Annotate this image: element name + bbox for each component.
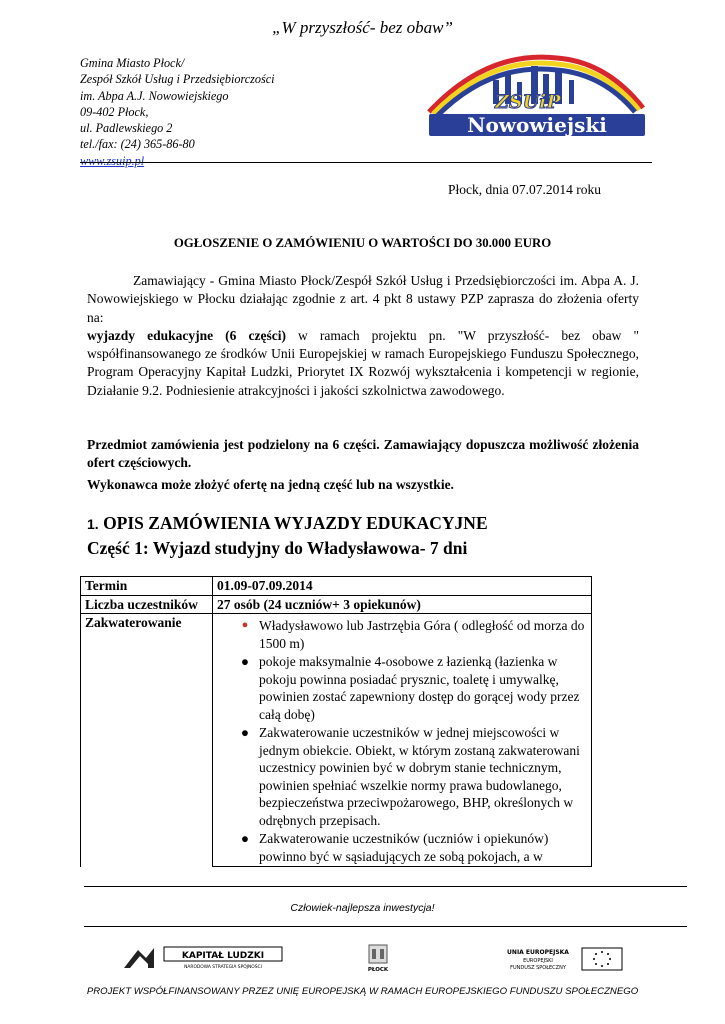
- header-motto: „W przyszłość- bez obaw”: [272, 18, 453, 37]
- list-item: [217, 653, 587, 723]
- list-item: [217, 830, 587, 865]
- students-label: Liczba uczestników: [81, 595, 213, 614]
- section-title: OPIS ZAMÓWIENIA WYJAZDY EDUKACYJNE: [103, 513, 488, 533]
- address-line: Gmina Miasto Płock/: [80, 56, 185, 70]
- section-heading: [87, 513, 488, 534]
- plock-crest-logo: [363, 943, 393, 973]
- table-row: [81, 595, 592, 614]
- list-item: [217, 617, 587, 652]
- school-logo: [427, 52, 649, 138]
- kl-logo-text: KAPITAŁ LUDZKI: [181, 951, 265, 961]
- bullet-icon: ●: [240, 654, 250, 669]
- ue-logo-text: UNIA EUROPEJSKA: [507, 949, 569, 956]
- school-address: [80, 55, 275, 169]
- accommodation-list: [217, 617, 587, 865]
- website-link[interactable]: www.zsuip.pl: [80, 153, 145, 168]
- announcement-title: OGŁOSZENIE O ZAMÓWIENIU O WARTOŚCI DO 30.000 EURO: [173, 236, 552, 250]
- bullet-icon: ●: [240, 831, 250, 846]
- accommodation-label: Zakwaterowanie: [81, 614, 213, 867]
- kapital-ludzki-logo: [124, 944, 284, 972]
- bullet-icon: ●: [241, 619, 249, 631]
- intro-paragraph: [87, 272, 639, 400]
- bullet-icon: ●: [240, 725, 250, 740]
- list-item-text: Władysławowo lub Jastrzębia Góra ( odległość od morza do 1500 m): [259, 618, 585, 651]
- header-divider: [80, 162, 652, 163]
- specification-table: [80, 576, 592, 867]
- part-heading: Część 1: Wyjazd studyjny do Władysławowa- 7 dni: [87, 538, 468, 558]
- footer-divider-top: [84, 886, 687, 887]
- eu-logo: [482, 946, 632, 972]
- term-value: 01.09-07.09.2014: [213, 577, 592, 596]
- intro-text: Zamawiający - Gmina Miasto Płock/Zespół Szkół Usług i Przedsiębiorczości im. Abpa A. J. Nowowiejskiego w Płocku działając zgodnie z art. 4 pkt 8 ustawy PZP zaprasza do złożenia oferty na:: [87, 273, 639, 325]
- section-number: 1.: [87, 516, 99, 532]
- project-footer-line: PROJEKT WSPÓŁFINANSOWANY PRZEZ UNIĘ EUROPEJSKĄ W RAMACH EUROPEJSKIEGO FUNDUSZU SPOŁECZNEGO: [86, 986, 639, 997]
- intro-bold: wyjazdy edukacyjne (6 części): [87, 327, 286, 343]
- table-row: [81, 614, 592, 867]
- footer-motto: Człowiek-najlepsza inwestycja!: [290, 902, 435, 914]
- notice-partial-offers: Przedmiot zamówienia jest podzielony na 6 części. Zamawiający dopuszcza możliwość złożenia ofert częściowych.: [87, 437, 639, 471]
- list-item-text: Zakwaterowanie uczestników w jednej miejscowości w jednym obiekcie. Obiekt, w którym zostaną zakwaterowani uczestnicy powinien być w dobrym stanie technicznym, powinien spełniać wszelkie normy prawa budowlanego, bezpieczeństwa przeciwpożarowego, BHP, określonych w odrębnych przepisach.: [259, 725, 580, 828]
- term-label: Termin: [81, 577, 213, 596]
- address-line: Zespół Szkół Usług i Przedsiębiorczości: [80, 72, 275, 87]
- address-line: im. Abpa A.J. Nowowiejskiego: [80, 88, 229, 103]
- list-item-text: pokoje maksymalnie 4-osobowe z łazienką (łazienka w pokoju powinna posiadać prysznic, toaletę i umywalkę, powinien zostać zapewniony dostęp do gorącej wody przez całą dobę): [259, 654, 580, 722]
- kl-logo-sub: NARODOWA STRATEGIA SPÓJNOŚCI: [184, 965, 262, 970]
- logo-title: ZSUiP: [495, 91, 561, 113]
- accommodation-value: [213, 614, 592, 867]
- intro-text-2: w ramach projektu pn. "W przyszłość- bez obaw " współfinansowanego ze środków Unii Europejskiej w ramach Europejskiego Funduszu Społecznego, Program Operacyjny Kapitał Ludzki, Priorytet IX Rozwój wykształcenia i kompetencji w regionie, Działanie 9.2. Podniesienie atrakcyjności i jakości szkolnictwa zawodowego.: [87, 327, 640, 398]
- table-row: [81, 577, 592, 596]
- address-line: ul. Padlewskiego 2: [80, 121, 173, 136]
- logo-subtitle: Nowowiejski: [467, 113, 607, 137]
- students-value: 27 osób (24 uczniów+ 3 opiekunów): [213, 595, 592, 614]
- plock-logo-text: PŁOCK: [367, 967, 389, 973]
- date-line: Płock, dnia 07.07.2014 roku: [448, 182, 601, 197]
- notice-all-parts: Wykonawca może złożyć ofertę na jedną część lub na wszystkie.: [87, 477, 454, 492]
- ue-logo-sub2: FUNDUSZ SPOŁECZNY: [510, 965, 566, 971]
- intro-continuation: [87, 327, 639, 400]
- list-item-text: Zakwaterowanie uczestników (uczniów i opiekunów) powinno być w sąsiadujących ze sobą pokojach, a w: [259, 831, 549, 864]
- address-line: tel./fax: (24) 365-86-80: [80, 137, 195, 152]
- address-line: 09-402 Płock,: [80, 104, 149, 119]
- footer-divider-bottom: [84, 926, 687, 927]
- ue-logo-sub1: EUROPEJSKI: [523, 958, 553, 964]
- list-item: [217, 724, 587, 829]
